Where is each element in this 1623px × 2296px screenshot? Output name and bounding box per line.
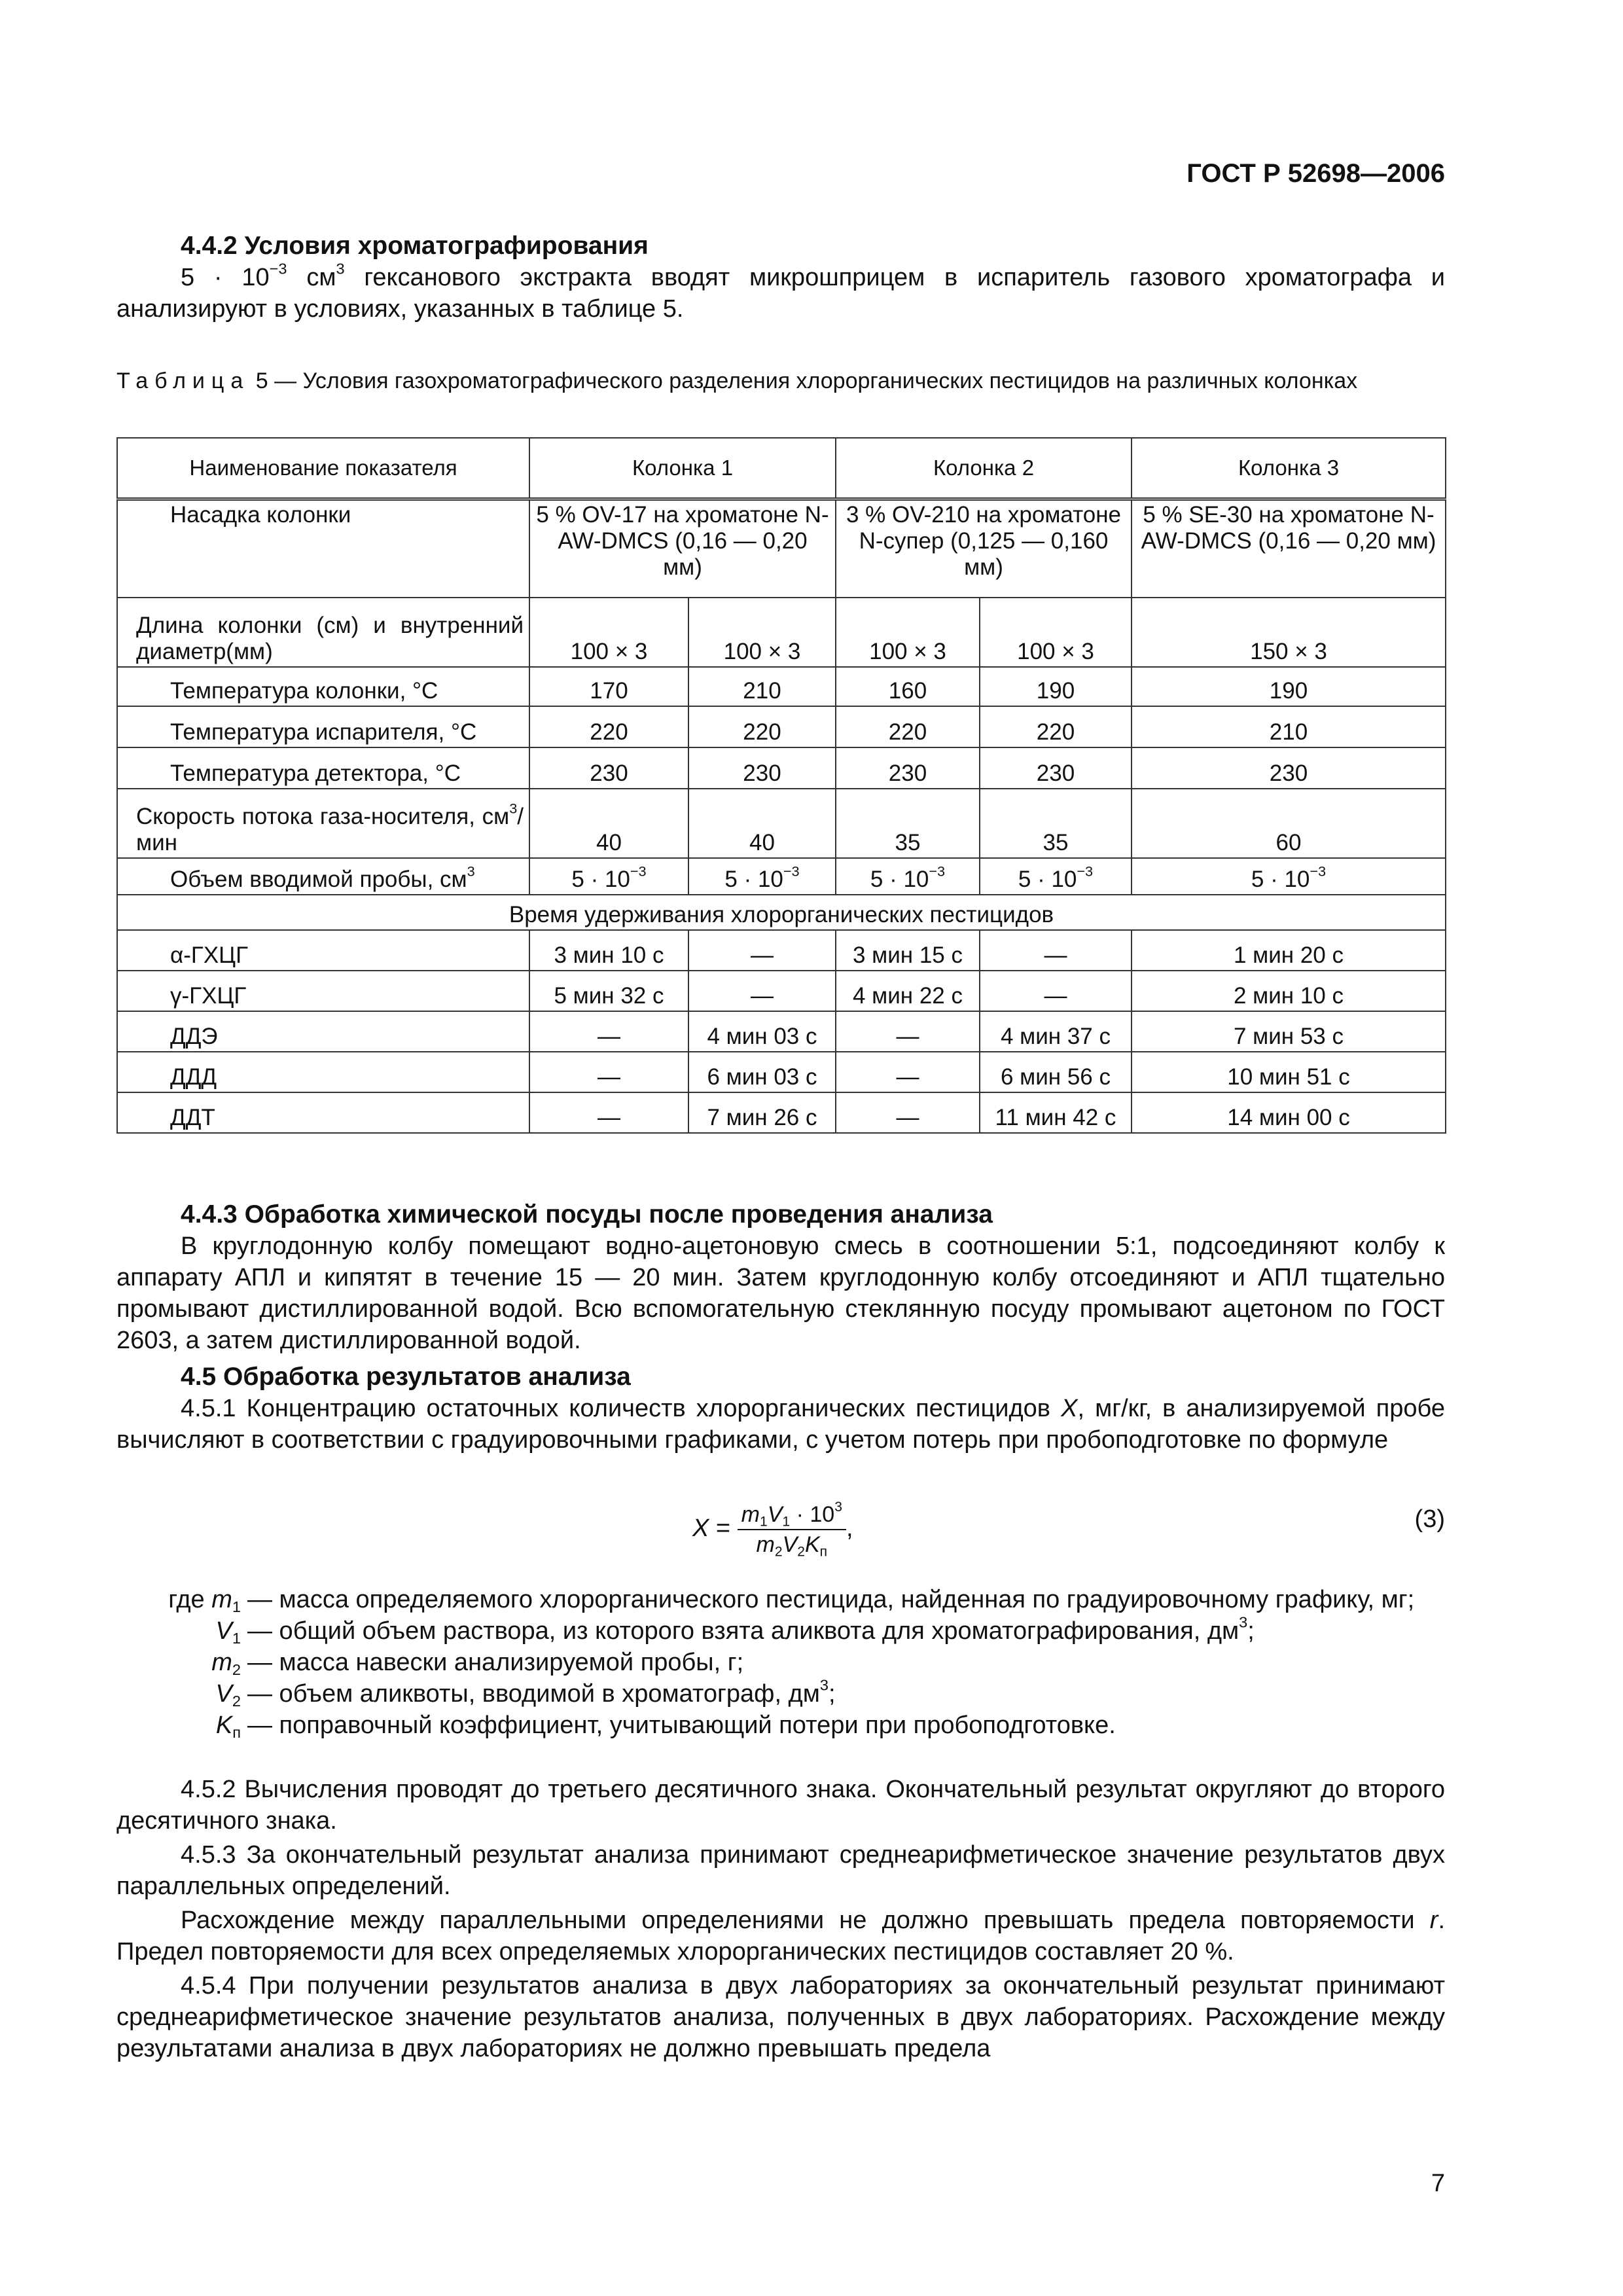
header-cell: Колонка 1 [529, 438, 836, 499]
formula-3: X = $\frac{m_1V_1 \cdot 10^3}{m_2V_2K_п}$ , [692, 1499, 853, 1560]
table-row: γ-ГХЦГ 5 мин 32 с — 4 мин 22 с — 2 мин 10 с [117, 971, 1446, 1011]
paragraph-4-5-3: 4.5.3 За окончательный результат анализа принимают среднеарифметическое значение результатов двух параллельных определений. [116, 1841, 1445, 1900]
table-row: Температура испарителя, °С 220 220 220 220 210 [117, 706, 1446, 747]
section-title: 4.4.2 Условия хроматографирования [181, 232, 649, 260]
table-row: ДДЭ — 4 мин 03 с — 4 мин 37 с 7 мин 53 с [117, 1011, 1446, 1052]
paragraph: 4.5.1 Концентрацию остаточных количеств хлорорганических пестицидов X, мг/кг, в анализируемой пробе вычисляют в соответствии с градуировочными графиками, с учетом потерь при пробоподготовке по формуле [116, 1395, 1445, 1454]
table-row: Насадка колонки 5 % OV-17 на хроматоне N-AW-DMCS (0,16 — 0,20 мм) 3 % OV-210 на хроматоне N-супер (0,125 — 0,160 мм) 5 % SE-30 на хроматоне N-AW-DMCS (0,16 — 0,20 мм) [117, 499, 1446, 598]
definition-item: $V_2$ — объем аликвоты, вводимой в хроматограф, $дм^3$; [215, 1676, 836, 1710]
table-row: Температура колонки, °С 170 210 160 190 190 [117, 667, 1446, 706]
table-row: Объем вводимой пробы, $см^3$ $5 \cdot 10^{-3}$ $5 \cdot 10^{-3}$ $5 \cdot 10^{-3}$ $5 \cdot 10^{-3}$ $5 \cdot 10^{-3}$ [117, 858, 1446, 895]
document-id-header: ГОСТ Р 52698—2006 [1186, 159, 1445, 188]
table-row: ДДТ — 7 мин 26 с — 11 мин 42 с 14 мин 00 с [117, 1092, 1446, 1133]
header-cell: Колонка 3 [1132, 438, 1446, 499]
definition-item: $K_п$ — поправочный коэффициент, учитывающий потери при пробоподготовке. [215, 1712, 1116, 1742]
table-row: α-ГХЦГ 3 мин 10 с — 3 мин 15 с — 1 мин 20 с [117, 930, 1446, 971]
formula-number: (3) [1414, 1505, 1445, 1533]
section-4-4-3 [116, 1199, 1445, 1356]
section-4-4-2 [116, 230, 1445, 325]
definition-item: $V_1$ — общий объем раствора, из которого взята аликвота для хроматографирования, $дм^3$; [215, 1613, 1255, 1647]
paragraph: $5 \cdot 10^{-3}$ $см^3$ гексанового экстракта вводят микрошприцем в испаритель газового хроматографа и анализируют в условиях, указанных в таблице 5. [116, 260, 1445, 323]
section-title: 4.4.3 Обработка химической посуды после проведения анализа [181, 1200, 993, 1229]
table-row: Температура детектора, °С 230 230 230 230 230 [117, 747, 1446, 789]
table-row [117, 895, 1446, 930]
fraction: $\frac{m_1V_1 \cdot 10^3}{m_2V_2K_п}$ [738, 1500, 846, 1559]
paragraph: В круглодонную колбу помещают водно-ацетоновую смесь в соотношении 5:1, подсоединяют колбу к аппарату АПЛ и кипятят в течение 15 — 20 мин. Затем круглодонную колбу отсоединяют и АПЛ тщательно промывают дистиллированной водой. Всю вспомогательную стеклянную посуду промывают ацетоном по ГОСТ 2603, а затем дистиллированной водой. [116, 1232, 1445, 1354]
paragraph-repeatability: Расхождение между параллельными определениями не должно превышать предела повторяемости r. Предел повторяемости для всех определяемых хлорорганических пестицидов составляет 20 %. [116, 1907, 1445, 1965]
header-cell: Наименование показателя [117, 438, 529, 499]
definition-item: где $m_1$ — масса определяемого хлорорганического пестицида, найденная по градуировочному графику, мг; [168, 1586, 1415, 1616]
table-caption: Таблица 5 — Условия газохроматографического разделения хлорорганических пестицидов на различных колонках [116, 368, 1358, 393]
retention-header: Время удерживания хлорорганических пестицидов [117, 895, 1446, 930]
definition-item: $m_2$ — масса навески анализируемой пробы, г; [211, 1649, 744, 1679]
table-row: ДДД — 6 мин 03 с — 6 мин 56 с 10 мин 51 с [117, 1052, 1446, 1092]
paragraph-4-5-2: 4.5.2 Вычисления проводят до третьего десятичного знака. Окончательный результат округляют до второго десятичного знака. [116, 1776, 1445, 1835]
table-5 [116, 437, 1446, 1134]
section-title: 4.5 Обработка результатов анализа [181, 1363, 631, 1391]
section-4-5-tail [116, 1774, 1445, 2064]
formula-definitions [116, 1584, 1445, 1741]
header-cell: Колонка 2 [836, 438, 1132, 499]
table-row: Скорость потока газа-носителя, $см^3$/мин 40 40 35 35 60 [117, 789, 1446, 858]
section-4-5 [116, 1361, 1445, 1456]
page-number: 7 [1431, 2170, 1445, 2197]
table-header-row [117, 438, 1446, 499]
paragraph-4-5-4: 4.5.4 При получении результатов анализа в двух лабораториях за окончательный результат принимают среднеарифметическое значение результатов анализа, полученных в двух лабораториях. Расхождение между результатами анализа в двух лабораториях не должно превышать предела [116, 1972, 1445, 2062]
table-row: Длина колонки (см) и внутренний диаметр(мм) 100 × 3 100 × 3 100 × 3 100 × 3 150 × 3 [117, 598, 1446, 667]
